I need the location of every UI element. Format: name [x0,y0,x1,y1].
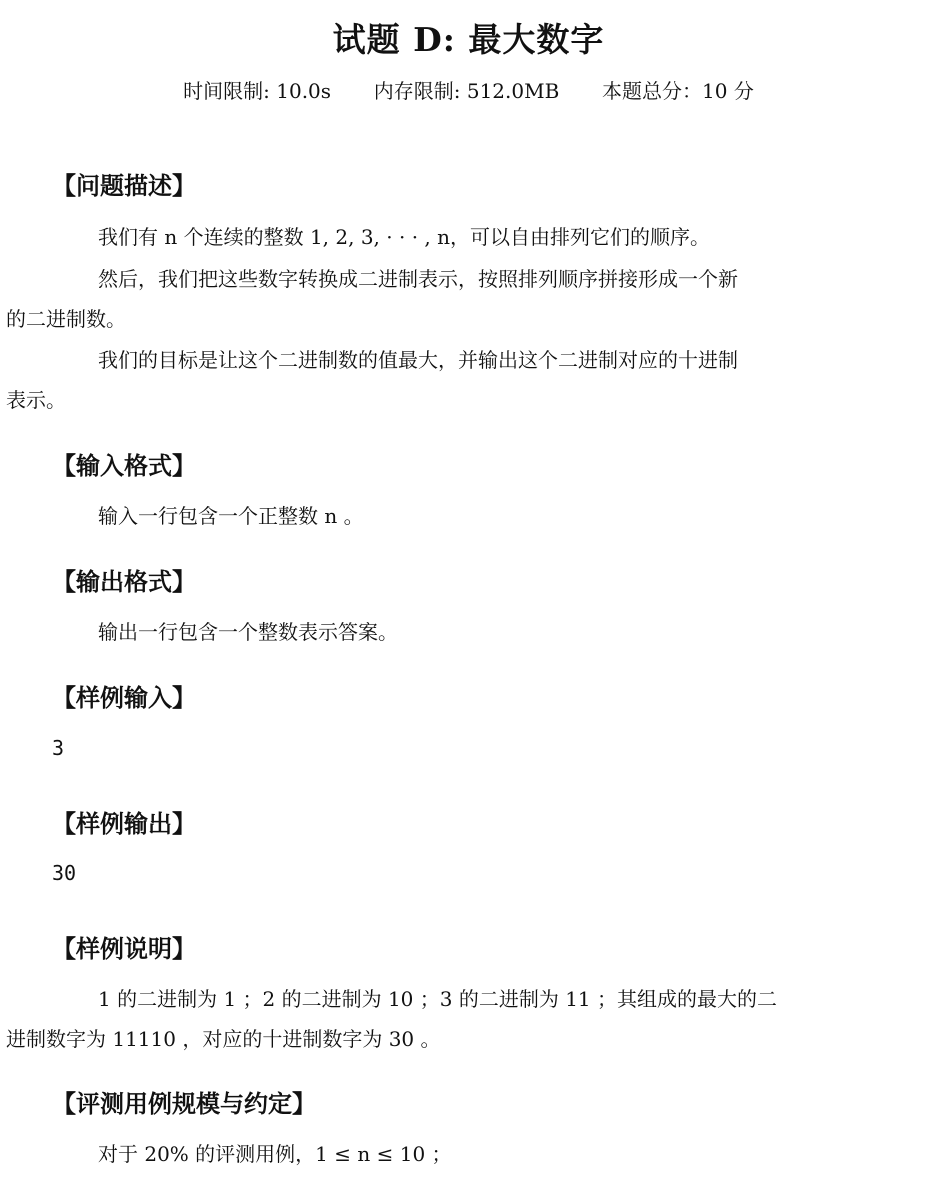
constraints-heading: 【评测用例规模与约定】 [52,1090,316,1118]
sample-explanation-line2: 进制数字为 11110 ，对应的十进制数字为 30 。 [6,1027,441,1051]
description-p3-line2: 表示。 [6,388,66,412]
sample-explanation-heading: 【样例说明】 [52,935,196,963]
description-p3-line1: 我们的目标是让这个二进制数的值最大，并输出这个二进制对应的十进制 [98,348,738,372]
description-paragraph-1 [52,217,882,257]
memory-limit: 内存限制: 512.0MB [373,79,560,103]
time-limit: 时间限制: 10.0s [183,79,332,103]
sample-input-value: 3 [52,736,65,760]
description-paragraph-3 [6,340,882,420]
description-p2-line1: 然后，我们把这些数字转换成二进制表示，按照排列顺序拼接形成一个新 [98,267,738,291]
constraints-line1: 对于 20% 的评测用例，1 ≤ n ≤ 10 ； [98,1142,452,1166]
problem-title: 试题 D: 最大数字 [332,20,605,59]
description-p2-line2: 的二进制数。 [6,307,126,331]
input-format-heading: 【输入格式】 [52,452,196,480]
input-format-text: 输入一行包含一个正整数 n 。 [98,504,364,528]
sample-output-value: 30 [52,861,77,885]
output-format-text: 输出一行包含一个整数表示答案。 [98,620,398,644]
output-format-paragraph [52,612,882,652]
input-format-paragraph [52,496,882,536]
constraints-paragraph [52,1134,882,1174]
sample-explanation-paragraph [6,979,882,1059]
sample-explanation-line1: 1 的二进制为 1 ；2 的二进制为 10 ；3 的二进制为 11 ；其组成的最大的二 [98,987,778,1011]
description-paragraph-2 [6,259,882,339]
total-score: 本题总分：10 分 [602,79,754,103]
sample-output-heading: 【样例输出】 [52,810,196,838]
problem-meta [0,74,937,108]
output-format-heading: 【输出格式】 [52,568,196,596]
sample-input-heading: 【样例输入】 [52,684,196,712]
description-p1: 我们有 n 个连续的整数 1, 2, 3, · · · , n，可以自由排列它们的顺序。 [98,225,711,249]
description-heading: 【问题描述】 [52,172,196,200]
